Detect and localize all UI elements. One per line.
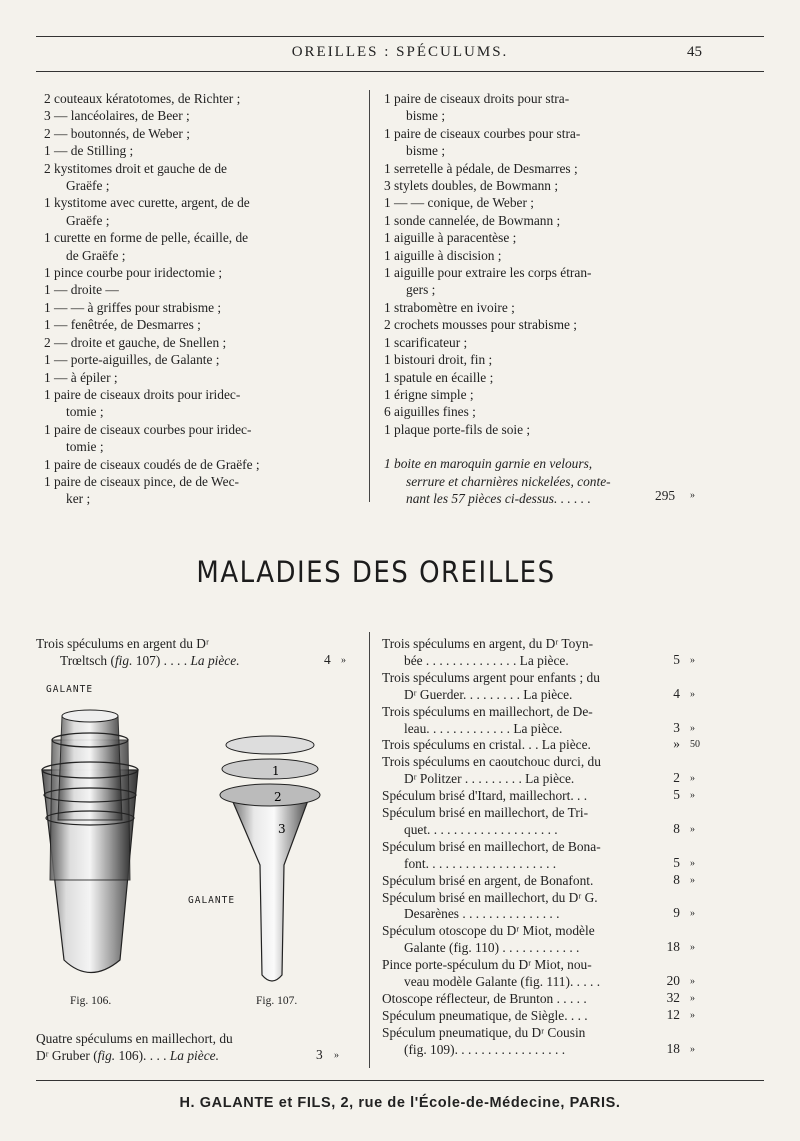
list-item: 1 paire de ciseaux courbes pour iridec-	[44, 421, 252, 437]
list-item-continued: ker ;	[66, 491, 91, 507]
product-troeltsch-line2: Trœltsch (fig. 107) . . . . La pièce.	[60, 653, 240, 668]
fig107-illustration	[210, 725, 330, 990]
list-item: 1 serretelle à pédale, de Desmarres ;	[384, 160, 578, 176]
list-item: 1 aiguille à paracentèse ;	[384, 230, 517, 246]
fig106-inner-tube	[58, 716, 122, 820]
header-bottom-rule	[36, 71, 764, 72]
product-unit: »	[690, 1009, 695, 1021]
product-line: Spéculum otoscope du Dʳ Miot, modèle	[382, 923, 595, 939]
product-unit: »	[690, 992, 695, 1004]
list-item: 1 érigne simple ;	[384, 386, 474, 402]
list-item: 1 — de Stilling ;	[44, 143, 134, 159]
product-unit: »	[690, 908, 695, 920]
product-price: 18	[666, 939, 680, 955]
product-price: 3	[673, 719, 680, 735]
product-unit: »	[690, 823, 695, 835]
product-gruber-unit: »	[334, 1050, 339, 1061]
product-line: Spéculum brisé en maillechort, de Tri-	[382, 805, 589, 820]
fig107-rim-2	[222, 759, 318, 779]
product-line: Pince porte-spéculum du Dʳ Miot, nou-	[382, 957, 592, 973]
product-troeltsch-unit: »	[341, 655, 346, 666]
product-gruber-price: 3	[316, 1047, 323, 1062]
list-item: 1 kystitome avec curette, argent, de de	[44, 195, 250, 211]
list-item-continued: bisme ;	[406, 143, 446, 159]
list-item: 1 — fenêtrée, de Desmarres ;	[44, 317, 201, 333]
list-item: 6 aiguilles fines ;	[384, 404, 476, 420]
list-item-continued: bisme ;	[406, 108, 446, 124]
product-line: Trois spéculums en cristal. . . La pièce.	[382, 737, 591, 753]
list-item: 3 — lancéolaires, de Beer ;	[44, 108, 190, 124]
list-item: 1 — droite —	[44, 282, 119, 298]
page-number: 45	[687, 44, 702, 60]
list-item: 1 paire de ciseaux coudés de de Graëfe ;	[44, 456, 260, 472]
fig106-caption: Fig. 106.	[70, 995, 112, 1007]
list-item: 1 paire de ciseaux courbes pour stra-	[384, 125, 581, 141]
footer-publisher: H. GALANTE et FILS, 2, rue de l'École-de-Médecine, PARIS.	[179, 1095, 621, 1111]
product-line: Spéculum pneumatique, de Siègle. . . .	[382, 1007, 588, 1023]
list-item: 1 bistouri droit, fin ;	[384, 352, 493, 368]
fig107-funnel	[230, 795, 310, 981]
product-price: 5	[673, 651, 680, 667]
list-item: 1 — porte-aiguilles, de Galante ;	[44, 352, 220, 368]
product-unit: »	[690, 857, 695, 869]
product-line: (fig. 109). . . . . . . . . . . . . . . . .	[404, 1041, 566, 1057]
product-price: 5	[673, 787, 680, 803]
product-unit: »	[690, 1043, 695, 1055]
product-line: Trois spéculums argent pour enfants ; du	[382, 669, 600, 685]
product-unit: »	[690, 976, 695, 987]
product-line: Spéculum brisé en maillechort, du Dʳ G.	[382, 889, 598, 905]
product-price: 2	[673, 770, 680, 786]
product-price: »	[673, 736, 680, 752]
right-instrument-list	[384, 90, 674, 507]
product-line: leau. . . . . . . . . . . . . La pièce.	[404, 720, 563, 736]
list-item: 2 crochets mousses pour strabisme ;	[384, 317, 578, 333]
product-line: Trois spéculums en caoutchouc durci, du	[382, 754, 601, 770]
column-divider	[369, 90, 370, 502]
product-unit: »	[690, 722, 695, 734]
list-item: 1 paire de ciseaux droits pour iridec-	[44, 386, 241, 402]
product-line: Trois spéculums en maillechort, de De-	[382, 703, 593, 719]
product-gruber-line2: Dʳ Gruber (fig. 106). . . . La pièce.	[36, 1048, 219, 1063]
product-price: 5	[673, 854, 680, 870]
product-line: font. . . . . . . . . . . . . . . . . . . .	[404, 855, 557, 871]
product-unit: 50	[690, 739, 700, 751]
fig107-rim-3	[220, 784, 320, 806]
list-item: 1 aiguille pour extraire les corps étran-	[384, 265, 592, 281]
fig107-number-2: 2	[274, 790, 282, 804]
list-item-continued: Graëfe ;	[66, 212, 110, 228]
list-item: 1 paire de ciseaux pince, de de Wec-	[44, 473, 239, 489]
fig107-number-3: 3	[278, 822, 286, 836]
product-line: Dʳ Guerder. . . . . . . . . La pièce.	[404, 686, 573, 702]
product-line: veau modèle Galante (fig. 111). . . . .	[404, 974, 601, 989]
product-price: 12	[666, 1006, 680, 1022]
list-item-continued: Graëfe ;	[66, 178, 110, 194]
fig106-maker-label: GALANTE	[46, 684, 94, 695]
product-line: Spéculum brisé en argent, de Bonafont.	[382, 872, 594, 888]
list-item: 1 strabomètre en ivoire ;	[384, 299, 515, 315]
list-item-continued: gers ;	[406, 282, 436, 298]
product-line: Trois spéculums en argent, du Dʳ Toyn-	[382, 636, 594, 651]
list-item: 1 sonde cannelée, de Bowmann ;	[384, 212, 561, 228]
product-price: 8	[673, 871, 680, 887]
list-item: 1 plaque porte-fils de soie ;	[384, 421, 531, 437]
lower-column-divider	[369, 632, 370, 1068]
list-item: 3 stylets doubles, de Bowmann ;	[384, 178, 559, 194]
fig107-maker-label: GALANTE	[188, 895, 236, 906]
list-item: 1 — à épiler ;	[44, 369, 118, 385]
product-unit: »	[690, 773, 695, 785]
product-unit: »	[690, 654, 695, 666]
box-total-price: 295	[655, 488, 676, 503]
list-item: 1 scarificateur ;	[384, 334, 468, 350]
list-item: 1 paire de ciseaux droits pour stra-	[384, 91, 570, 106]
footer-rule	[36, 1080, 764, 1081]
fig107-rim-1	[226, 736, 314, 754]
list-item-continued: tomie ;	[66, 439, 104, 455]
list-item: 2 couteaux kératotomes, de Richter ;	[44, 91, 241, 106]
product-price: 18	[666, 1040, 680, 1056]
box-total-line: serrure et charnières nickelées, conte-	[406, 473, 611, 489]
box-total-line: nant les 57 pièces ci-dessus. . . . . .	[406, 490, 591, 506]
list-item: 1 — — à griffes pour strabisme ;	[44, 299, 222, 315]
product-unit: »	[690, 688, 695, 700]
list-item: 1 pince courbe pour iridectomie ;	[44, 265, 223, 281]
product-line: quet. . . . . . . . . . . . . . . . . . . .	[404, 821, 558, 837]
product-line: bée . . . . . . . . . . . . . . La pièce.	[404, 652, 569, 668]
product-price: 32	[666, 989, 680, 1005]
list-item: 2 — boutonnés, de Weber ;	[44, 125, 190, 141]
product-unit: »	[690, 790, 695, 802]
fig107-number-1: 1	[272, 764, 280, 778]
product-unit: »	[690, 942, 695, 954]
box-total-line: 1 boite en maroquin garnie en velours,	[384, 456, 593, 472]
product-gruber-line1: Quatre spéculums en maillechort, du	[36, 1031, 233, 1046]
list-item: 1 aiguille à discision ;	[384, 247, 502, 263]
fig107-caption: Fig. 107.	[256, 995, 298, 1007]
list-item: 2 kystitomes droit et gauche de de	[44, 160, 227, 176]
list-item-continued: tomie ;	[66, 404, 104, 420]
product-line: Spéculum brisé d'Itard, maillechort. . .	[382, 788, 588, 804]
left-instrument-list	[44, 90, 344, 508]
list-item: 1 curette en forme de pelle, écaille, de	[44, 230, 249, 246]
product-price: 8	[673, 820, 680, 836]
product-line: Spéculum pneumatique, du Dʳ Cousin	[382, 1024, 586, 1040]
product-troeltsch-price: 4	[324, 652, 331, 667]
product-troeltsch-line1: Trois spéculums en argent du Dʳ	[36, 636, 209, 651]
product-line: Otoscope réflecteur, de Brunton . . . . .	[382, 990, 587, 1006]
list-item: 1 spatule en écaille ;	[384, 369, 494, 385]
header-top-rule	[36, 36, 764, 37]
product-line: Galante (fig. 110) . . . . . . . . . . . .	[404, 940, 580, 956]
box-total-unit: »	[690, 490, 695, 501]
running-title: OREILLES : SPÉCULUMS.	[291, 44, 509, 60]
product-line: Spéculum brisé en maillechort, de Bona-	[382, 838, 601, 854]
list-item: 2 — droite et gauche, de Snellen ;	[44, 334, 227, 350]
product-line: Dʳ Politzer . . . . . . . . . La pièce.	[404, 771, 575, 787]
product-unit: »	[690, 874, 695, 886]
product-price: 4	[673, 685, 680, 701]
product-price: 20	[666, 973, 680, 988]
fig106-top-ring	[62, 710, 118, 722]
fig106-illustration	[30, 700, 150, 990]
section-title: MALADIES DES OREILLES	[196, 556, 556, 590]
list-item-continued: de Graëfe ;	[66, 247, 126, 263]
product-price: 9	[673, 905, 680, 921]
product-line: Desarènes . . . . . . . . . . . . . . .	[404, 906, 560, 922]
list-item: 1 — — conique, de Weber ;	[384, 195, 535, 211]
